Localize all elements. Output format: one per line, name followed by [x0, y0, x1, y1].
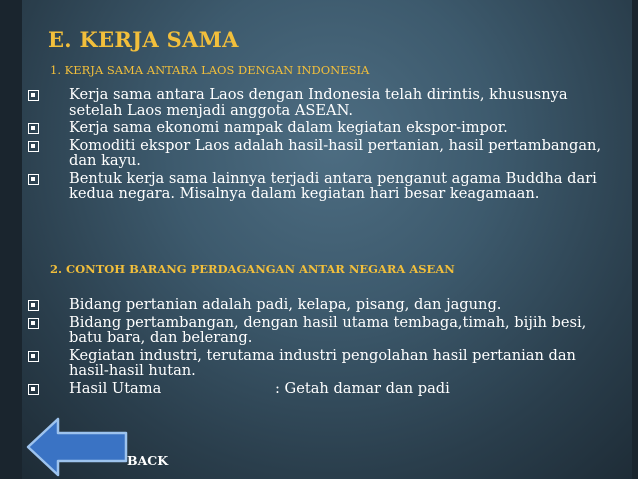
list-item-text: Bidang pertambangan, dengan hasil utama tembaga,timah, bijih besi, batu bara, dan belerang. [69, 313, 587, 346]
list-item-text: Kegiatan industri, terutama industri pengolahan hasil pertanian dan hasil-hasil hutan. [69, 346, 576, 379]
square-bullet-icon [28, 384, 39, 395]
slide-left-frame [0, 0, 22, 479]
back-button-label[interactable]: BACK [127, 453, 169, 468]
list-item-text: Kerja sama antara Laos dengan Indonesia telah dirintis, khususnya setelah Laos menjadi anggota ASEAN. [69, 86, 568, 119]
section2-heading: 2. CONTOH BARANG PERDAGANGAN ANTAR NEGARA ASEAN [50, 262, 455, 276]
list-item-text: Bidang pertanian adalah padi, kelapa, pisang, dan jagung. [69, 296, 502, 313]
list-item [28, 348, 608, 379]
left-arrow-icon [28, 419, 126, 475]
list-item-text: Bentuk kerja sama lainnya terjadi antara penganut agama Buddha dari kedua negara. Misalnya dalam kegiatan hari besar keagamaan. [69, 169, 597, 202]
hasil-utama-label: Hasil Utama [69, 379, 162, 397]
square-bullet-icon [28, 318, 39, 329]
section1-heading: 1. KERJA SAMA ANTARA LAOS DENGAN INDONESIA [50, 63, 370, 77]
back-arrow-button[interactable] [26, 417, 129, 477]
section1-bullet-list [28, 87, 608, 204]
square-bullet-icon [28, 174, 39, 185]
list-item [28, 138, 608, 169]
list-item [28, 297, 608, 313]
square-bullet-icon [28, 123, 39, 134]
section2-bullet-list [28, 297, 608, 398]
list-item [28, 171, 608, 202]
list-item [28, 381, 608, 397]
list-item [28, 120, 608, 136]
slide-title: E. KERJA SAMA [48, 27, 239, 52]
slide-right-frame [632, 0, 638, 479]
square-bullet-icon [28, 300, 39, 311]
list-item-text: Komoditi ekspor Laos adalah hasil-hasil pertanian, hasil pertambangan, dan kayu. [69, 136, 602, 169]
list-item [28, 87, 608, 118]
list-item [28, 315, 608, 346]
list-item-text: Kerja sama ekonomi nampak dalam kegiatan ekspor-impor. [69, 119, 508, 136]
square-bullet-icon [28, 90, 39, 101]
square-bullet-icon [28, 141, 39, 152]
hasil-utama-value: : Getah damar dan padi [275, 379, 450, 397]
square-bullet-icon [28, 351, 39, 362]
